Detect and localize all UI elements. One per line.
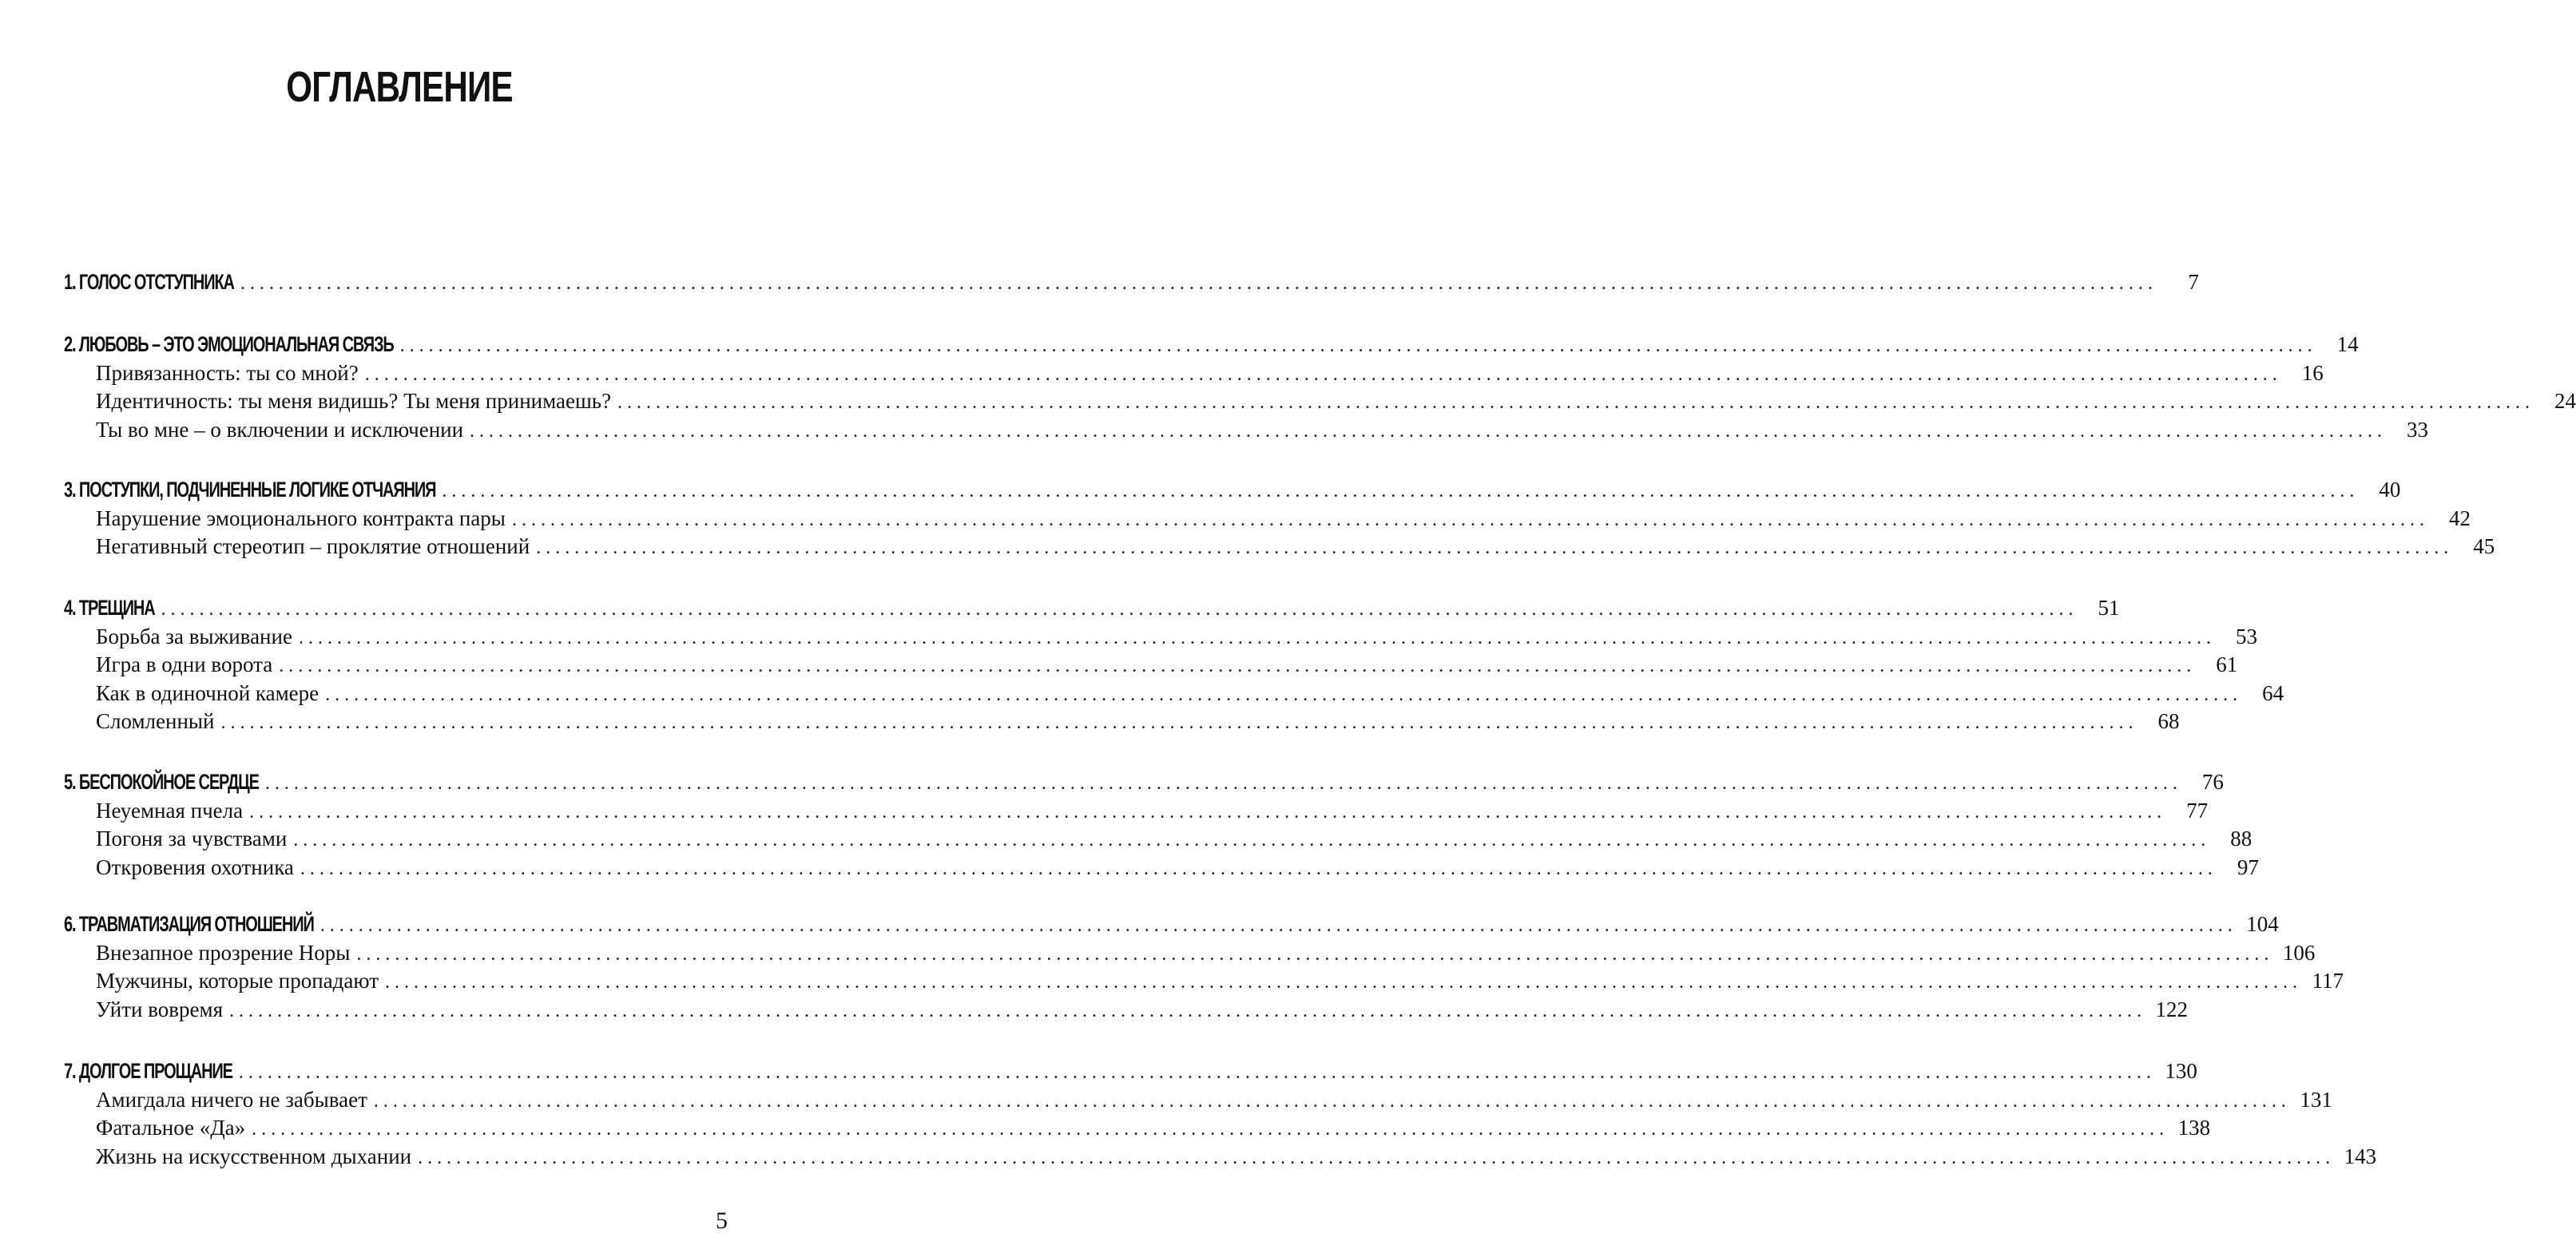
leader-dots: ........................................................................................................................................................................................................	[399, 335, 2317, 356]
toc-chapter-entry	[64, 332, 2359, 361]
leader-dots: ........................................................................................................................................................................................................	[442, 481, 2360, 502]
section-title: Борьба за выживание	[96, 624, 292, 648]
page-ref: 24	[2554, 389, 2576, 413]
page-ref: 130	[2165, 1059, 2197, 1083]
page-title: ОГЛАВЛЕНИЕ	[286, 63, 513, 111]
page-ref: 64	[2262, 680, 2284, 705]
section-title: Нарушение эмоционального контракта пары	[96, 506, 506, 530]
page-ref: 88	[2230, 827, 2253, 851]
page-ref: 97	[2237, 855, 2259, 879]
chapter-title: 5. БЕСПОКОЙНОЕ СЕРДЦЕ	[64, 770, 259, 794]
toc-section-entry	[96, 1116, 2211, 1144]
page-ref: 131	[2300, 1087, 2332, 1112]
page-ref: 122	[2155, 997, 2189, 1021]
toc-section-entry	[96, 624, 2257, 653]
leader-dots: ........................................................................................................................................................................................................	[373, 1090, 2291, 1112]
chapter-title: 7. ДОЛГОЕ ПРОЩАНИЕ	[64, 1059, 232, 1083]
toc-chapter-entry	[64, 912, 2279, 941]
leader-dots: ........................................................................................................................................................................................................	[356, 943, 2274, 965]
page-ref: 14	[2336, 332, 2359, 356]
section-title: Сломленный	[96, 709, 215, 733]
leader-dots: ........................................................................................................................................................................................................	[364, 363, 2282, 385]
leader-dots: ........................................................................................................................................................................................................	[418, 1147, 2336, 1168]
toc-section-entry	[96, 969, 2344, 997]
section-title: Как в одиночной камере	[96, 680, 320, 705]
chapter-title: 2. ЛЮБОВЬ – ЭТО ЭМОЦИОНАЛЬНАЯ СВЯЗЬ	[64, 332, 394, 356]
page-ref: 143	[2344, 1144, 2377, 1168]
page-ref: 16	[2301, 360, 2324, 385]
page-ref: 40	[2379, 478, 2401, 502]
page-ref: 104	[2246, 912, 2279, 936]
leader-dots: ........................................................................................................................................................................................................	[300, 858, 2217, 879]
section-title: Уйти вовремя	[96, 997, 224, 1021]
page-ref: 68	[2157, 709, 2180, 733]
section-title: Привязанность: ты со мной?	[96, 360, 359, 385]
toc-chapter-entry	[64, 1059, 2197, 1088]
toc-section-entry	[96, 827, 2253, 855]
section-title: Идентичность: ты меня видишь? Ты меня принимаешь?	[96, 389, 612, 413]
page-number: 5	[716, 1207, 728, 1234]
toc-section-entry	[96, 680, 2284, 710]
page-ref: 61	[2216, 652, 2238, 676]
section-title: Амигдала ничего не забывает	[96, 1087, 367, 1112]
toc-section-entry	[96, 1087, 2332, 1116]
toc-section-entry	[96, 652, 2238, 681]
toc-section-entry	[96, 360, 2324, 390]
leader-dots: ........................................................................................................................................................................................................	[325, 684, 2243, 705]
toc-section-entry	[96, 506, 2471, 535]
section-title: Жизнь на искусственном дыхании	[96, 1144, 412, 1168]
leader-dots: ........................................................................................................................................................................................................	[252, 1119, 2169, 1140]
toc-chapter-entry	[64, 770, 2224, 799]
chapter-title: 1. ГОЛОС ОТСТУПНИКА	[64, 270, 234, 294]
leader-dots: ........................................................................................................................................................................................................	[220, 712, 2138, 733]
leader-dots: ........................................................................................................................................................................................................	[161, 599, 2078, 620]
section-title: Погоня за чувствами	[96, 827, 288, 851]
section-title: Фатальное «Да»	[96, 1116, 246, 1140]
page-ref: 53	[2235, 624, 2257, 648]
leader-dots: ........................................................................................................................................................................................................	[617, 392, 2535, 413]
leader-dots: ........................................................................................................................................................................................................	[240, 273, 2157, 294]
page-ref: 77	[2186, 798, 2209, 823]
toc-chapter-entry	[64, 478, 2401, 506]
page-ref: 138	[2177, 1116, 2211, 1140]
section-title: Внезапное прозрение Норы	[96, 940, 351, 965]
page-ref: 33	[2407, 417, 2429, 442]
chapter-title: 3. ПОСТУПКИ, ПОДЧИНЕННЫЕ ЛОГИКЕ ОТЧАЯНИЯ	[64, 478, 436, 502]
page-ref: 7	[2188, 270, 2199, 294]
toc-section-entry	[96, 709, 2180, 738]
leader-dots: ........................................................................................................................................................................................................	[536, 537, 2454, 558]
leader-dots: ........................................................................................................................................................................................................	[293, 830, 2211, 851]
chapter-title: 6. ТРАВМАТИЗАЦИЯ ОТНОШЕНИЙ	[64, 912, 314, 936]
toc-section-entry	[96, 417, 2429, 446]
leader-dots: ........................................................................................................................................................................................................	[238, 1062, 2156, 1083]
leader-dots: ........................................................................................................................................................................................................	[470, 420, 2387, 442]
section-title: Мужчины, которые пропадают	[96, 969, 379, 993]
toc-section-entry	[96, 997, 2189, 1026]
section-title: Неуемная пчела	[96, 798, 244, 823]
section-title: Игра в одни ворота	[96, 652, 273, 676]
page-ref: 106	[2282, 940, 2316, 965]
section-title: Негативный стереотип – проклятие отношений	[96, 534, 530, 558]
page-ref: 117	[2312, 969, 2344, 993]
toc-section-entry	[96, 534, 2495, 563]
section-title: Откровения охотника	[96, 855, 294, 879]
toc-section-entry	[96, 389, 2576, 418]
leader-dots: ........................................................................................................................................................................................................	[264, 773, 2182, 794]
toc-section-entry	[96, 855, 2259, 884]
page-ref: 51	[2098, 596, 2120, 620]
toc-section-entry	[96, 798, 2209, 827]
leader-dots: ........................................................................................................................................................................................................	[298, 627, 2216, 648]
leader-dots: ........................................................................................................................................................................................................	[320, 915, 2237, 936]
toc-chapter-entry	[64, 596, 2120, 625]
leader-dots: ........................................................................................................................................................................................................	[385, 972, 2303, 993]
section-title: Ты во мне – о включении и исключении	[96, 417, 464, 442]
toc-section-entry	[96, 1144, 2377, 1173]
leader-dots: ........................................................................................................................................................................................................	[249, 801, 2167, 823]
leader-dots: ........................................................................................................................................................................................................	[279, 656, 2197, 676]
page-ref: 45	[2473, 534, 2495, 558]
leader-dots: ........................................................................................................................................................................................................	[511, 509, 2429, 530]
chapter-title: 4. ТРЕЩИНА	[64, 596, 155, 620]
toc-chapter-entry	[64, 270, 2199, 299]
leader-dots: ........................................................................................................................................................................................................	[229, 1000, 2147, 1021]
toc-section-entry	[96, 940, 2316, 970]
page-ref: 42	[2448, 506, 2471, 530]
page-ref: 76	[2201, 770, 2224, 794]
